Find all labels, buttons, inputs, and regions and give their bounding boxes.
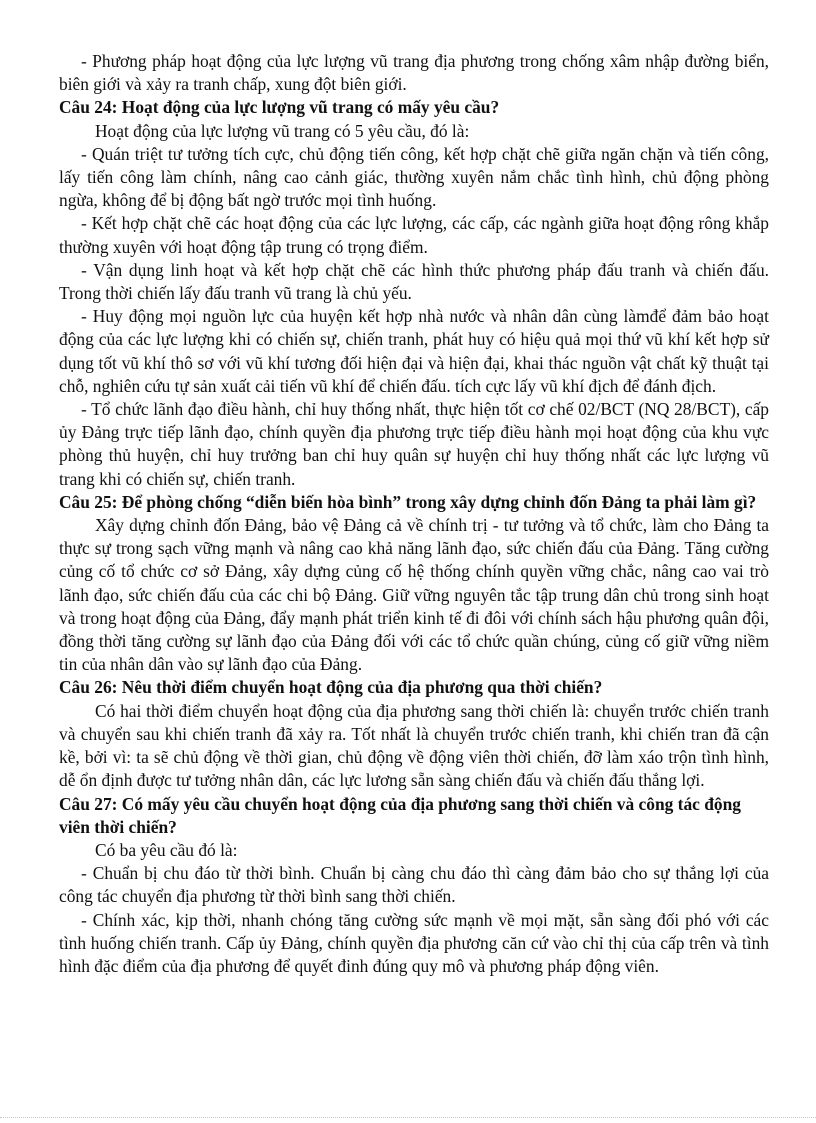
- bullet-paragraph: - Huy động mọi nguồn lực của huyện kết hợp nhà nước và nhân dân cùng làmđể đảm bảo hoạt động của các lực lượng khi có chiến sự, chiến tranh, phát huy có hiệu quả mọi thứ vũ khí kết hợp sử dụng tốt vũ khí thô sơ với vũ khí tương đối hiện đại và hiện đại, khai thác nguồn vật chất kỹ thuật tại chỗ, nghiên cứu tự sản xuất cải tiến vũ khí để chiến đấu. tích cực lấy vũ khí địch để đánh địch.: [59, 306, 769, 396]
- bullet-paragraph: - Chính xác, kịp thời, nhanh chóng tăng cường sức mạnh về mọi mặt, sẵn sàng đối phó với các tình huống chiến tranh. Cấp ủy Đảng, chính quyền địa phương căn cứ vào chỉ thị của cấp trên và tình hình đặc điểm của địa phương để quyết đinh đúng quy mô và phương pháp động viên.: [59, 909, 769, 976]
- bullet-paragraph: - Quán triệt tư tưởng tích cực, chủ động tiến công, kết hợp chặt chẽ giữa ngăn chặn và tiến công, lấy tiến công làm chính, nâng cao cảnh giác, thường xuyên nắm chắc tình hình, chủ động phòng ngừa, không để bị động bất ngờ trước mọi tình huống.: [59, 143, 769, 211]
- bullet-paragraph: - Tổ chức lãnh đạo điều hành, chỉ huy thống nhất, thực hiện tốt cơ chế 02/BCT (NQ 28/BCT), cấp ủy Đảng trực tiếp lãnh đạo, chính quyền địa phương trực tiếp điều hành mọi hoạt động của khu vực phòng thủ huyện, chỉ huy trưởng ban chỉ huy quân sự huyện chỉ huy thống nhất các lực lượng vũ trang khi có chiến sự, chiến tranh.: [59, 399, 769, 489]
- document-page: [59, 50, 769, 978]
- question-heading-24: Câu 24: Hoạt động của lực lượng vũ trang có mấy yêu cầu?: [59, 97, 500, 118]
- answer-intro: Có ba yêu cầu đó là:: [95, 839, 238, 860]
- bullet-paragraph: - Phương pháp hoạt động của lực lượng vũ trang địa phương trong chống xâm nhập đường biển, biên giới và xảy ra tranh chấp, xung đột biên giới.: [59, 51, 769, 95]
- answer-paragraph: Xây dựng chỉnh đốn Đảng, bảo vệ Đảng cả về chính trị - tư tưởng và tổ chức, làm cho Đảng ta thực sự trong sạch vững mạnh và nâng cao khả năng lãnh đạo, sức chiến đấu của Đảng. Tăng cường củng cố tổ chức cơ sở Đảng, xây dựng củng cố hệ thống chính quyền vững chắc, nâng cao vai trò lãnh đạo, sức chiến đấu của các chi bộ Đảng. Giữ vững nguyên tắc tập trung dân chủ trong sinh hoạt và trong hoạt động của Đảng, đẩy mạnh phát triển kinh tế đi đôi với chính sách hậu phương quân đội, đồng thời tăng cường sự lãnh đạo của Đảng đối với các tổ chức quần chúng, củng cố giữ vững niềm tin của nhân dân vào sự lãnh đạo của Đảng.: [59, 515, 769, 675]
- answer-paragraph: Có hai thời điểm chuyển hoạt động của địa phương sang thời chiến là: chuyển trước chiến tranh và chuyển sau khi chiến tranh đã xảy ra. Tốt nhất là chuyển trước chiến tranh, khi chiến tran đã cận kề, bởi vì: ta sẽ chủ động về thời gian, chủ động về động viên thời chiến, đỡ làm xáo trộn tình hình, dễ ổn định được tư tưởng nhân dân, các lực lương sẵn sàng chiến đấu và chiến đấu thắng lợi.: [59, 700, 769, 791]
- bullet-paragraph: - Kết hợp chặt chẽ các hoạt động của các lực lượng, các cấp, các ngành giữa hoạt động rông khắp thường xuyên với hoạt động tập trung có trọng điểm.: [59, 213, 769, 257]
- question-heading-27: Câu 27: Có mấy yêu cầu chuyển hoạt động của địa phương sang thời chiến và công tác động viên thời chiến?: [59, 793, 741, 837]
- page-bottom-rule: [0, 1117, 816, 1118]
- bullet-paragraph: - Vận dụng linh hoạt và kết hợp chặt chẽ các hình thức phương pháp đấu tranh và chiến đấu. Trong thời chiến lấy đấu tranh vũ trang là chủ yếu.: [59, 259, 769, 304]
- question-heading-26: Câu 26: Nêu thời điểm chuyển hoạt động của địa phương qua thời chiến?: [59, 677, 603, 698]
- question-heading-25: Câu 25: Để phòng chống “diễn biến hòa bình” trong xây dựng chỉnh đốn Đảng ta phải làm gì?: [59, 491, 757, 512]
- bullet-paragraph: - Chuẩn bị chu đáo từ thời bình. Chuẩn bị càng chu đáo thì càng đảm bảo cho sự thắng lợi của công tác chuyển địa phương từ thời bình sang thời chiến.: [59, 863, 769, 907]
- answer-intro: Hoạt động của lực lượng vũ trang có 5 yêu cầu, đó là:: [95, 120, 470, 141]
